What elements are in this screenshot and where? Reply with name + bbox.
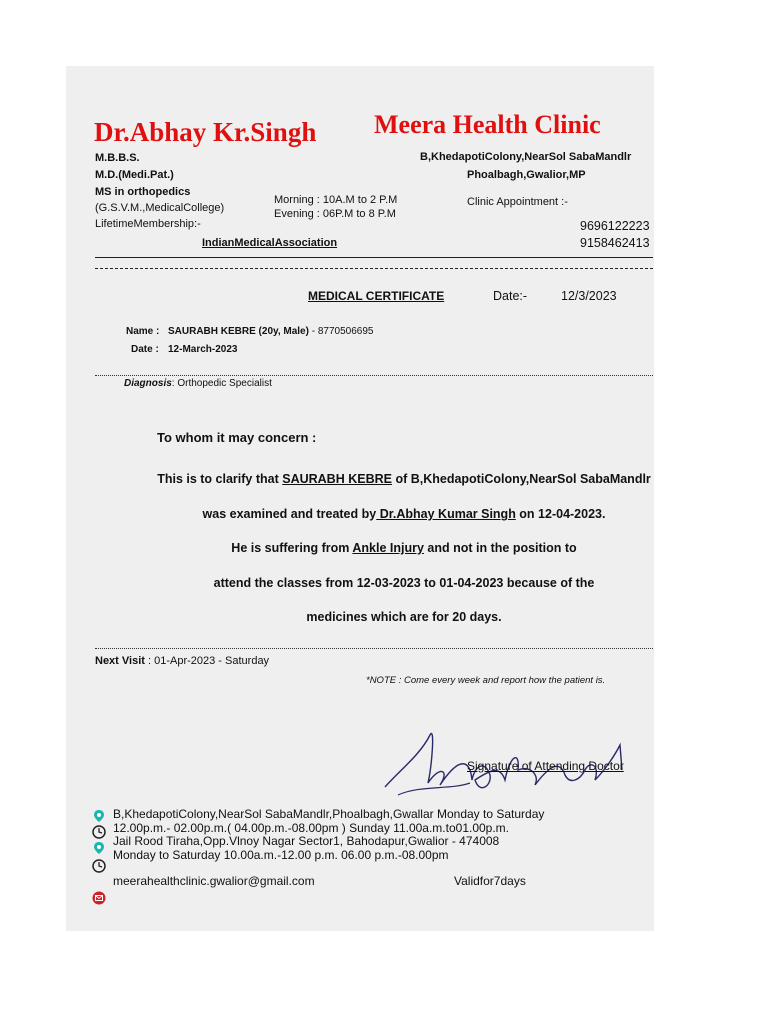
patient-name: SAURABH KEBRE (20y, Male) [168, 326, 309, 337]
certificate-date: 12/3/2023 [561, 289, 617, 303]
doctor-qualification: M.D.(Medi.Pat.) [95, 169, 174, 181]
doctor-name: Dr.Abhay Kr.Singh [94, 117, 317, 147]
signature-label: Signature of Attending Doctor [467, 759, 624, 773]
diagnosis-row [124, 378, 272, 389]
doctor-name-ref: Dr.Abhay Kumar Singh [376, 507, 516, 521]
letter-line: This is to clarify that SAURABH KEBRE of B,KhedapotiColony,NearSol SabaMandlr [157, 472, 651, 486]
letter-line: attend the classes from 12-03-2023 to 01-04-2023 because of the [213, 576, 595, 590]
patient-name-label: Name : [126, 326, 160, 337]
next-visit [95, 655, 269, 667]
doctor-qualification: MS in orthopedics [95, 186, 191, 198]
salutation: To whom it may concern : [157, 430, 317, 445]
footer-address: B,KhedapotiColony,NearSol SabaMandlr,Phoalbagh,Gwallar Monday to Saturday [113, 807, 545, 821]
footer-hours: Monday to Saturday 10.00a.m.-12.00 p.m. 06.00 p.m.-08.00pm [113, 848, 449, 862]
evening-timing: Evening : 06P.M to 8 P.M [274, 208, 396, 220]
clinic-address: B,KhedapotiColony,NearSol SabaMandlr [420, 151, 632, 163]
clinic-appointment-label: Clinic Appointment :- [467, 196, 568, 208]
divider [95, 375, 653, 376]
footer-validity: Validfor7days [454, 874, 526, 888]
patient-name-row [168, 326, 373, 337]
location-pin-icon [92, 809, 106, 823]
footer-address: Jail Rood Tiraha,Opp.Vlnoy Nagar Sector1, Bahodapur,Gwalior - 474008 [113, 834, 500, 848]
clock-icon [92, 825, 106, 839]
divider [95, 648, 653, 649]
doctor-qualification: M.B.B.S. [95, 152, 140, 164]
patient-phone: - 8770506695 [308, 326, 374, 337]
note: *NOTE : Come every week and report how the patient is. [366, 675, 606, 686]
doctor-association: IndianMedicalAssociation [202, 237, 338, 249]
patient-name-ref: SAURABH KEBRE [282, 472, 392, 486]
doctor-college: (G.S.V.M.,MedicalCollege) [95, 202, 225, 214]
condition-ref: Ankle Injury [352, 541, 424, 555]
visit-date: 12-March-2023 [168, 344, 238, 355]
morning-timing: Morning : 10A.M to 2 P.M [274, 194, 398, 206]
footer-hours: 12.00p.m.- 02.00p.m.( 04.00p.m.-08.00pm ) Sunday 11.00a.m.to01.00p.m. [113, 821, 510, 835]
clinic-address: Phoalbagh,Gwalior,MP [467, 169, 586, 181]
certificate-heading: MEDICAL CERTIFICATE [308, 289, 445, 303]
footer-email[interactable]: meerahealthclinic.gwalior@gmail.com [113, 874, 315, 888]
diagnosis-value: : Orthopedic Specialist [171, 378, 272, 389]
doctor-membership: LifetimeMembership:- [95, 218, 201, 230]
date-label: Date:- [493, 289, 528, 303]
letter-line: medicines which are for 20 days. [306, 610, 502, 624]
email-icon [92, 891, 106, 905]
visit-date-label: Date : [131, 344, 159, 355]
letter-line: He is suffering from Ankle Injury and not in the position to [231, 541, 577, 555]
clock-icon [92, 859, 106, 873]
clinic-phone: 9158462413 [580, 236, 650, 250]
next-visit-value: : 01-Apr-2023 - Saturday [144, 655, 270, 667]
clinic-phone: 9696122223 [580, 219, 650, 233]
header-divider [95, 268, 653, 269]
location-pin-icon [92, 841, 106, 855]
header-divider [95, 257, 653, 258]
next-visit-label: Next Visit [95, 655, 145, 667]
clinic-name: Meera Health Clinic [374, 110, 601, 139]
letter-line: was examined and treated by Dr.Abhay Kumar Singh on 12-04-2023. [202, 507, 606, 521]
diagnosis-label: Diagnosis [124, 378, 172, 389]
